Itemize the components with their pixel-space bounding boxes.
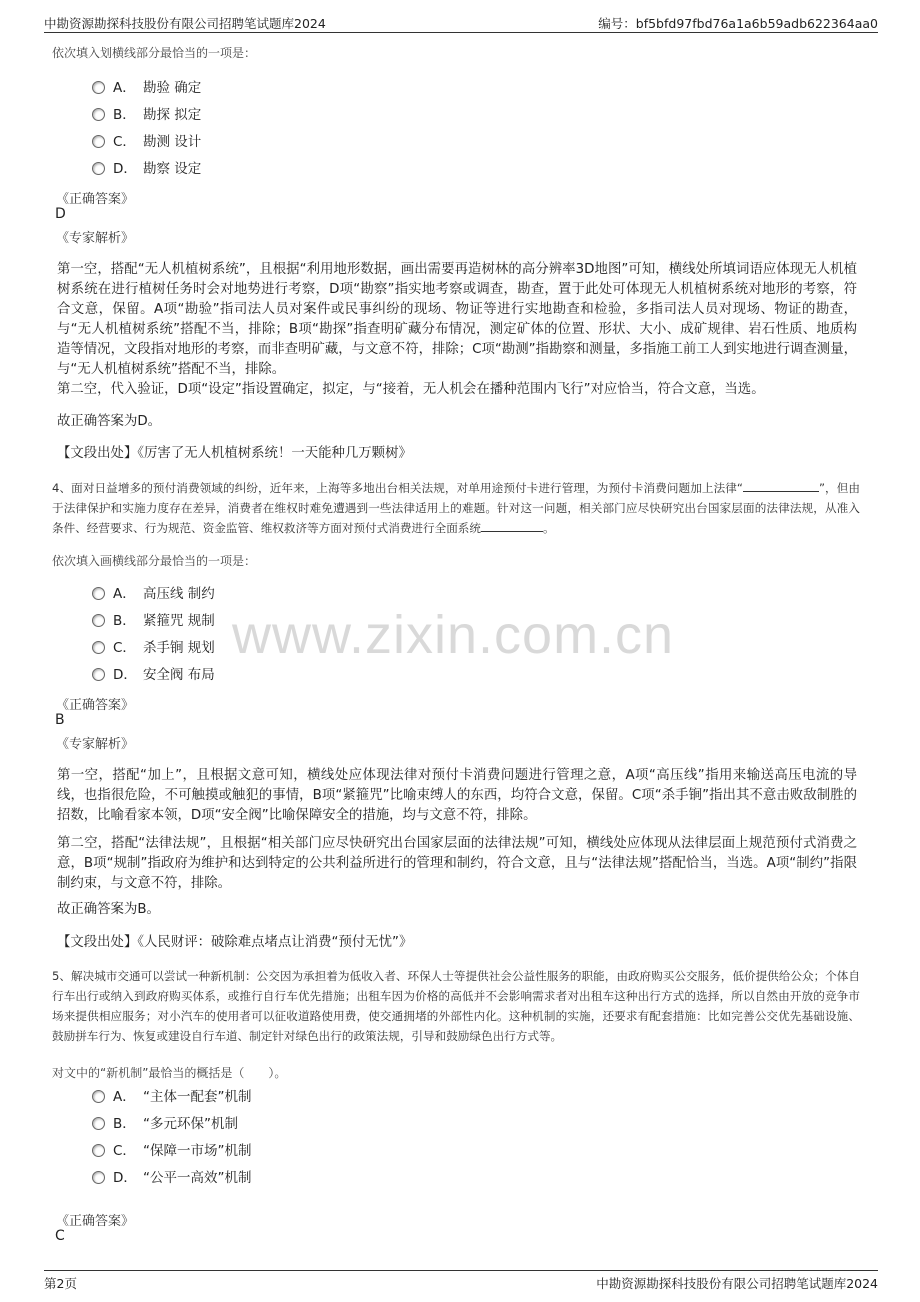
watermark: www.zixin.com.cn xyxy=(232,605,675,665)
option-text: 勘测 设计 xyxy=(143,134,202,150)
option-text: 杀手锏 规划 xyxy=(143,640,215,656)
option-key: A． xyxy=(113,586,136,602)
q5-option-a[interactable] xyxy=(92,1087,252,1107)
option-key: B． xyxy=(113,613,136,629)
option-text: “主体一配套”机制 xyxy=(143,1089,252,1105)
q4-text xyxy=(52,478,860,538)
q5-answer: C xyxy=(55,1228,65,1244)
q3-answer: D xyxy=(55,206,66,222)
q3-prompt: 依次填入划横线部分最恰当的一项是： xyxy=(52,46,257,60)
page-number: 第2页 xyxy=(44,1276,77,1291)
q4-answer-label: 《正确答案》 xyxy=(56,698,135,713)
option-key: C． xyxy=(113,134,136,150)
option-text: 高压线 制约 xyxy=(143,586,215,602)
q4-text-part3: 。 xyxy=(542,521,555,535)
q4-analysis-p3: 故正确答案为B。 xyxy=(57,902,160,917)
q4-prompt: 依次填入画横线部分最恰当的一项是： xyxy=(52,554,257,568)
radio-icon[interactable] xyxy=(92,108,105,121)
header-title: 中勘资源勘探科技股份有限公司招聘笔试题库2024 xyxy=(44,16,326,31)
q3-option-d[interactable] xyxy=(92,159,201,179)
q3-analysis-p1: 第一空，搭配“无人机植树系统”，且根据“利用地形数据，画出需要再造树林的高分辨率3D地图”可知，横线处所填词语应体现无人机植树系统在进行植树任务时会对地势进行考察，D项“勘察”指实地考察或调查，勘查，置于此处可体现无人机植树系统对地形的考察，符合文意，保留。A项“勘验”指司法人员对案件或民事纠纷的现场、物证等进行实地勘查和检验，多指司法人员对现场、物证的勘查，与“无人机植树系统”搭配不当，排除；B项“勘探”指查明矿藏分布情况，测定矿体的位置、形状、大小、成矿规律、岩石性质、地质构造等情况，文段指对地形的考察，而非查明矿藏，与文意不符，排除；C项“勘测”指勘察和测量，多指施工前工人到实地进行调查测量，与“无人机植树系统”搭配不当，排除。 xyxy=(57,262,857,377)
q3-option-a[interactable] xyxy=(92,78,201,98)
option-key: A． xyxy=(113,1089,136,1105)
q5-answer-label: 《正确答案》 xyxy=(56,1214,135,1229)
radio-icon[interactable] xyxy=(92,1117,105,1130)
page-header xyxy=(44,12,878,33)
q3-option-c[interactable] xyxy=(92,132,201,152)
q5-option-b[interactable] xyxy=(92,1114,238,1134)
option-text: 安全阀 布局 xyxy=(143,667,215,683)
q4-blank-1 xyxy=(743,479,819,492)
q4-blank-2 xyxy=(481,519,543,532)
radio-icon[interactable] xyxy=(92,81,105,94)
q4-text-part2: ”，但由于法律保护和实施力度存在差异，消费者在维权时难免遭遇到一些法律适用上的难题。针对这一问题，相关部门应尽快研究出台国家层面的法律法规，从准入条件、经营要求、行为规范、资金监管、维权救济等方面对预付式消费进行全面系统 xyxy=(52,481,861,535)
q3-option-b[interactable] xyxy=(92,105,201,125)
q4-option-c[interactable] xyxy=(92,638,215,658)
q5-option-c[interactable] xyxy=(92,1141,252,1161)
option-key: B． xyxy=(113,1116,136,1132)
q4-analysis-p1: 第一空，搭配“加上”，且根据文意可知，横线处应体现法律对预付卡消费问题进行管理之意，A项“高压线”指用来输送高压电流的导线，也指很危险，不可触摸或触犯的事情，B项“紧箍咒”比喻束缚人的东西，均符合文意，保留。C项“杀手锏”指出其不意击败敌制胜的招数，比喻看家本领，D项“安全阀”比喻保障安全的措施，均与文意不符，排除。 xyxy=(57,768,857,823)
q4-source: 【文段出处】《人民财评：破除难点堵点让消费“预付无忧”》 xyxy=(57,935,413,950)
page-footer xyxy=(44,1270,878,1293)
option-text: “多元环保”机制 xyxy=(143,1116,238,1132)
option-text: “公平一高效”机制 xyxy=(143,1170,252,1186)
option-key: D． xyxy=(113,667,137,683)
option-key: D． xyxy=(113,161,137,177)
option-text: 勘察 设定 xyxy=(143,161,202,177)
option-key: C． xyxy=(113,640,136,656)
q3-source: 【文段出处】《厉害了无人机植树系统！一天能种几万颗树》 xyxy=(57,446,412,461)
q3-analysis-p2: 第二空，代入验证，D项“设定”指设置确定，拟定，与“接着，无人机会在播种范围内飞行”对应恰当，符合文意，当选。 xyxy=(57,382,765,397)
radio-icon[interactable] xyxy=(92,1090,105,1103)
option-key: D． xyxy=(113,1170,137,1186)
option-key: B． xyxy=(113,107,136,123)
option-key: A． xyxy=(113,80,136,96)
q4-analysis-label: 《专家解析》 xyxy=(56,737,135,752)
q4-option-b[interactable] xyxy=(92,611,215,631)
option-text: 紧箍咒 规制 xyxy=(143,613,215,629)
radio-icon[interactable] xyxy=(92,641,105,654)
option-text: “保障一市场”机制 xyxy=(143,1143,252,1159)
option-text: 勘验 确定 xyxy=(143,80,202,96)
q3-answer-label: 《正确答案》 xyxy=(56,192,135,207)
radio-icon[interactable] xyxy=(92,1171,105,1184)
header-doc-id: 编号：bf5bfd97fbd76a1a6b59adb622364aa0 xyxy=(598,16,878,31)
radio-icon[interactable] xyxy=(92,614,105,627)
footer-title: 中勘资源勘探科技股份有限公司招聘笔试题库2024 xyxy=(596,1276,878,1291)
radio-icon[interactable] xyxy=(92,1144,105,1157)
radio-icon[interactable] xyxy=(92,587,105,600)
q4-analysis-p2: 第二空，搭配“法律法规”，且根据“相关部门应尽快研究出台国家层面的法律法规”可知，横线处应体现从法律层面上规范预付式消费之意，B项“规制”指政府为维护和达到特定的公共利益所进行的管理和制约，符合文意，且与“法律法规”搭配恰当，当选。A项“制约”指限制约束，与文意不符，排除。 xyxy=(57,836,857,891)
q4-option-a[interactable] xyxy=(92,584,215,604)
radio-icon[interactable] xyxy=(92,162,105,175)
radio-icon[interactable] xyxy=(92,668,105,681)
option-text: 勘探 拟定 xyxy=(143,107,202,123)
q5-option-d[interactable] xyxy=(92,1168,252,1188)
q4-text-part1: 4、面对日益增多的预付消费领域的纠纷，近年来，上海等多地出台相关法规，对单用途预付卡进行管理，为预付卡消费问题加上法律“ xyxy=(52,481,743,495)
q3-analysis-p3: 故正确答案为D。 xyxy=(57,414,162,429)
q4-option-d[interactable] xyxy=(92,665,215,685)
radio-icon[interactable] xyxy=(92,135,105,148)
q5-text: 5、解决城市交通可以尝试一种新机制：公交因为承担着为低收入者、环保人士等提供社会公益性服务的职能，由政府购买公交服务，低价提供给公众；个体自行车出行或纳入到政府购买体系，或推行自行车优先措施；出租车因为价格的高低并不会影响需求者对出租车这种出行方式的选择，所以自然由开放的竞争市场来提供相应服务；对小汽车的使用者可以征收道路使用费，使交通拥堵的外部性内化。这种机制的实施，还要求有配套措施：比如完善公交优先基础设施、鼓励拼车行为、恢复或建设自行车道、制定针对绿色出行的政策法规，引导和鼓励绿色出行方式等。 xyxy=(52,969,860,1043)
q4-answer: B xyxy=(55,712,65,728)
option-key: C． xyxy=(113,1143,136,1159)
q3-analysis-label: 《专家解析》 xyxy=(56,231,135,246)
q5-prompt: 对文中的“新机制”最恰当的概括是（ ）。 xyxy=(52,1066,287,1080)
